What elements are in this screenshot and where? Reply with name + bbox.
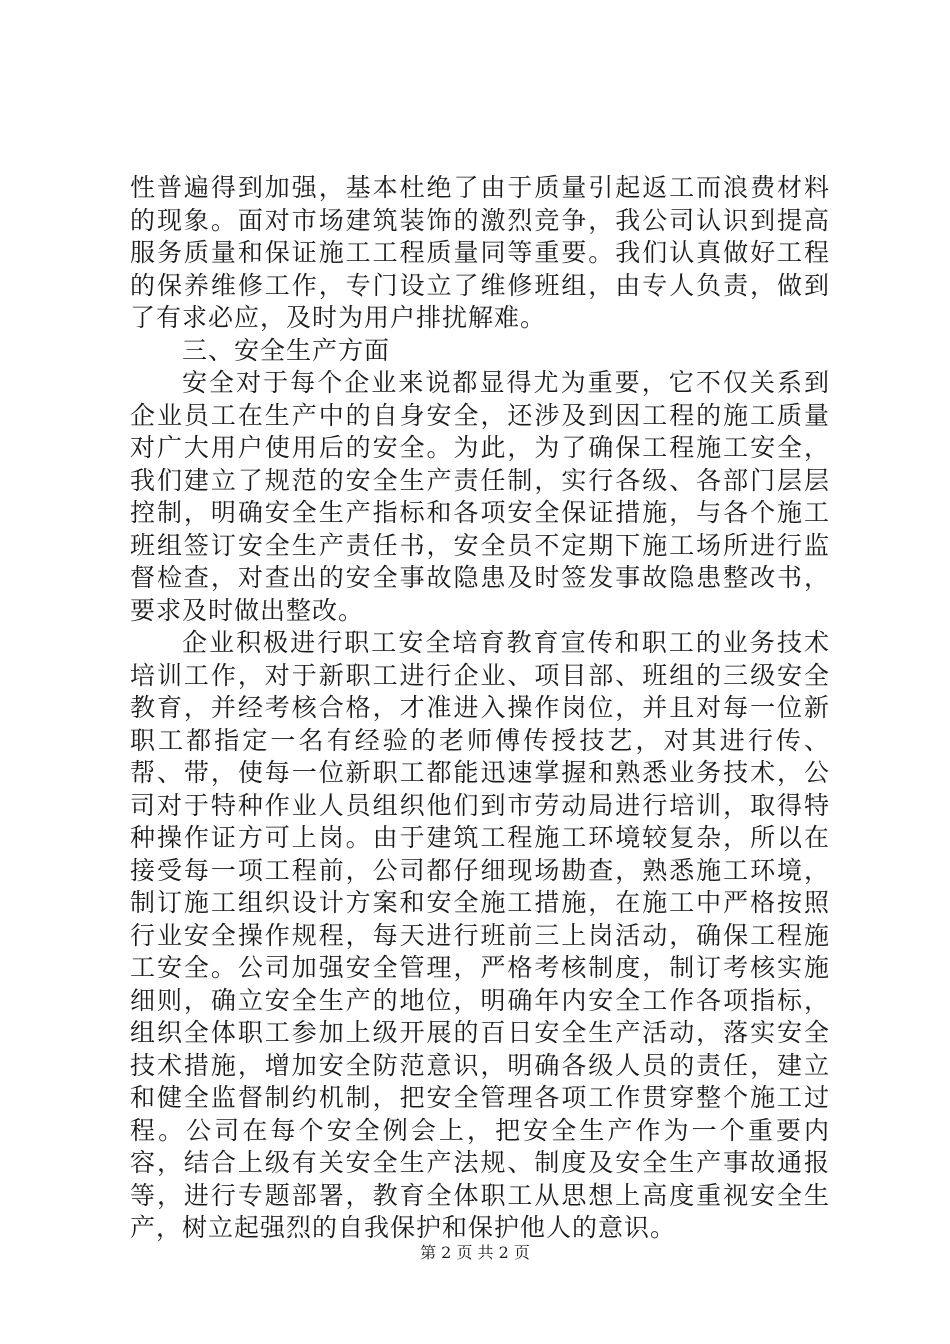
- page-footer: 第 2 页 共 2 页: [420, 1243, 530, 1262]
- paragraph-safety-importance: 安全对于每个企业来说都显得尤为重要，它不仅关系到企业员工在生产中的自身安全，还涉及到因工程的施工质量对广大用户使用后的安全。为此，为了确保工程施工安全，我们建立了规范的安全生产责任制，实行各级、各部门层层控制，明确安全生产指标和各项安全保证措施，与各个施工班组签订安全生产责任书，安全员不定期下施工场所进行监督检查，对查出的安全事故隐患及时签发事故隐患整改书，要求及时做出整改。: [130, 368, 830, 625]
- document-body: [130, 172, 830, 1245]
- paragraph-continuation: 性普遍得到加强，基本杜绝了由于质量引起返工而浪费材料的现象。面对市场建筑装饰的激烈竞争，我公司认识到提高服务质量和保证施工工程质量同等重要。我们认真做好工程的保养维修工作，专门设立了维修班组，由专人负责，做到了有求必应，及时为用户排扰解难。: [130, 173, 830, 332]
- section-heading: 三、安全生产方面: [182, 335, 391, 365]
- paragraph-safety-training: 企业积极进行职工安全培育教育宣传和职工的业务技术培训工作，对于新职工进行企业、项目部、班组的三级安全教育，并经考核合格，才准进入操作岗位，并且对每一位新职工都指定一名有经验的老师傅传授技艺，对其进行传、帮、带，使每一位新职工都能迅速掌握和熟悉业务技术，公司对于特种作业人员组织他们到市劳动局进行培训，取得特种操作证方可上岗。由于建筑工程施工环境较复杂，所以在接受每一项工程前，公司都仔细现场勘查，熟悉施工环境，制订施工组织设计方案和安全施工措施，在施工中严格按照行业安全操作规程，每天进行班前三上岗活动，确保工程施工安全。公司加强安全管理，严格考核制度，制订考核实施细则，确立安全生产的地位，明确年内安全工作各项指标，组织全体职工参加上级开展的百日安全生产活动，落实安全技术措施，增加安全防范意识，明确各级人员的责任，建立和健全监督制约机制，把安全管理各项工作贯穿整个施工过程。公司在每个安全例会上，把安全生产作为一个重要内容，结合上级有关安全生产法规、制度及安全生产事故通报等，进行专题部署，教育全体职工从思想上高度重视安全生产，树立起强烈的自我保护和保护他人的意识。: [130, 628, 830, 1242]
